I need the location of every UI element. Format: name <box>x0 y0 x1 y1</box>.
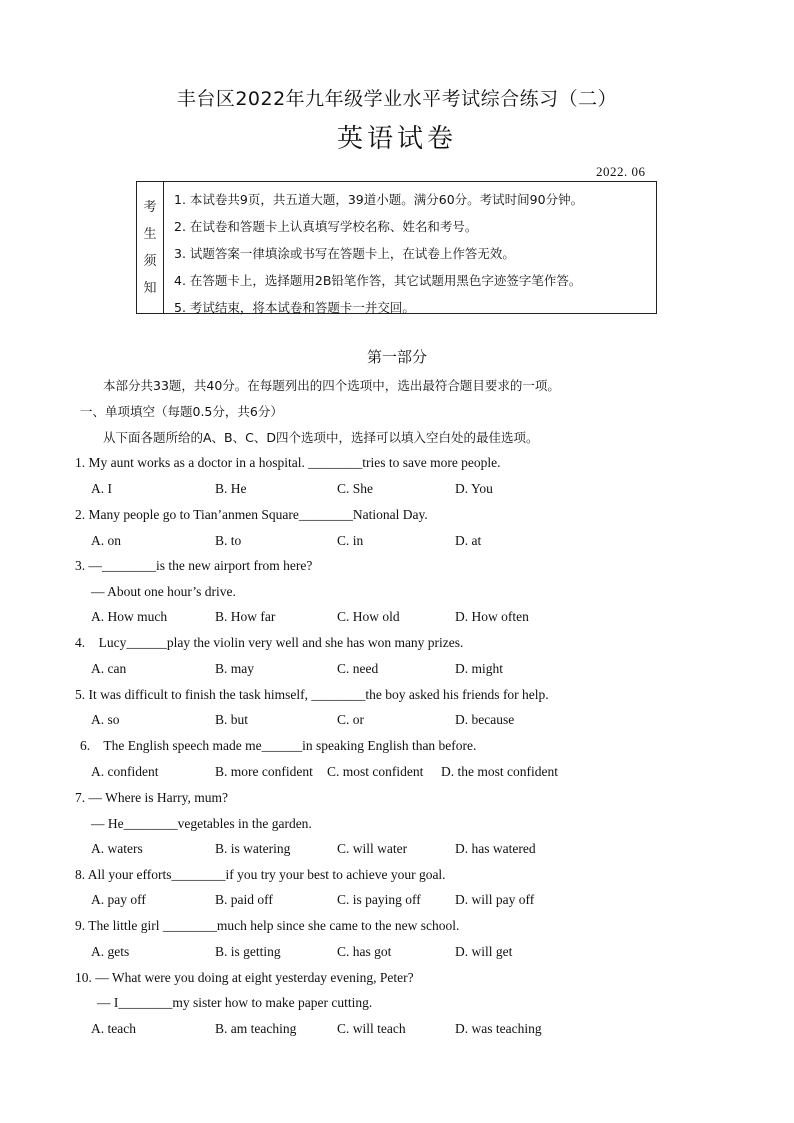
option-b: B. How far <box>215 609 276 624</box>
notice-label-char: 生 <box>143 226 157 242</box>
option-c: C. need <box>337 661 379 676</box>
option-c: C. in <box>337 533 364 548</box>
question-1-text: 1. My aunt works as a doctor in a hospital. ________tries to save more people. <box>75 455 501 470</box>
option-c: C. will teach <box>337 1021 406 1036</box>
option-c: C. She <box>337 481 374 496</box>
option-d: D. might <box>455 661 504 676</box>
notice-label-char: 须 <box>143 253 157 269</box>
notice-label <box>137 182 164 313</box>
option-a: A. gets <box>91 944 130 959</box>
option-d: D. How often <box>455 609 529 624</box>
option-c: C. will water <box>337 841 408 856</box>
exam-subtitle: 英语试卷 <box>336 124 457 154</box>
question-7-text-2: — He________vegetables in the garden. <box>91 816 312 831</box>
notice-label-char: 知 <box>143 280 157 296</box>
option-a: A. so <box>91 712 120 727</box>
option-b: B. more confident <box>215 764 313 779</box>
notice-item: 2. 在试卷和答题卡上认真填写学校名称、姓名和考号。 <box>174 219 478 234</box>
question-9-text: 9. The little girl ________much help since she came to the new school. <box>75 918 460 933</box>
exam-title: 丰台区2022年九年级学业水平考试综合练习（二） <box>176 88 618 110</box>
notice-label-char: 考 <box>143 199 157 215</box>
option-a: A. can <box>91 661 127 676</box>
option-b: B. but <box>215 712 249 727</box>
option-a: A. I <box>91 481 112 496</box>
question-7-text: 7. — Where is Harry, mum? <box>75 790 228 805</box>
question-10-text: 10. — What were you doing at eight yesterday evening, Peter? <box>75 970 414 985</box>
section-instruction: 从下面各题所给的A、B、C、D四个选项中，选择可以填入空白处的最佳选项。 <box>103 430 539 445</box>
option-a: A. confident <box>91 764 159 779</box>
option-d: D. has watered <box>455 841 536 856</box>
option-b: B. am teaching <box>215 1021 297 1036</box>
option-c: C. is paying off <box>337 892 421 907</box>
question-5-text: 5. It was difficult to finish the task himself, ________the boy asked his friends for help. <box>75 687 549 702</box>
option-a: A. How much <box>91 609 168 624</box>
notice-item: 1. 本试卷共9页，共五道大题，39道小题。满分60分。考试时间90分钟。 <box>174 192 584 207</box>
option-d: D. was teaching <box>455 1021 542 1036</box>
notice-item: 5. 考试结束，将本试卷和答题卡一并交回。 <box>174 300 415 315</box>
option-b: B. paid off <box>215 892 273 907</box>
question-2-text: 2. Many people go to Tian’anmen Square________National Day. <box>75 507 428 522</box>
question-10-text-2: — I________my sister how to make paper cutting. <box>97 995 373 1010</box>
option-b: B. He <box>215 481 247 496</box>
notice-box <box>136 181 657 314</box>
notice-item: 3. 试题答案一律填涂或书写在答题卡上，在试卷上作答无效。 <box>174 246 515 261</box>
option-a: A. pay off <box>91 892 146 907</box>
option-c: C. most confident <box>327 764 424 779</box>
option-d: D. because <box>455 712 515 727</box>
section-title: 一、单项填空（每题0.5分，共6分） <box>80 404 283 419</box>
option-c: C. has got <box>337 944 392 959</box>
question-3-text-2: — About one hour’s drive. <box>91 584 236 599</box>
question-6-text: 6. The English speech made me______in speaking English than before. <box>80 738 477 753</box>
option-b: B. to <box>215 533 242 548</box>
option-c: C. How old <box>337 609 400 624</box>
option-d: D. will pay off <box>455 892 535 907</box>
notice-item: 4. 在答题卡上，选择题用2B铅笔作答，其它试题用黑色字迹签字笔作答。 <box>174 273 582 288</box>
option-a: A. waters <box>91 841 143 856</box>
question-8-text: 8. All your efforts________if you try your best to achieve your goal. <box>75 867 446 882</box>
exam-date: 2022. 06 <box>596 164 646 179</box>
option-b: B. is watering <box>215 841 291 856</box>
option-d: D. the most confident <box>441 764 558 779</box>
option-b: B. may <box>215 661 254 676</box>
part-title: 第一部分 <box>366 348 427 366</box>
option-c: C. or <box>337 712 364 727</box>
option-b: B. is getting <box>215 944 281 959</box>
question-3-text: 3. —________is the new airport from here? <box>75 558 313 573</box>
question-4-text: 4. Lucy______play the violin very well and she has won many prizes. <box>75 635 464 650</box>
option-d: D. You <box>455 481 493 496</box>
option-d: D. at <box>455 533 482 548</box>
option-a: A. teach <box>91 1021 136 1036</box>
option-a: A. on <box>91 533 121 548</box>
option-d: D. will get <box>455 944 513 959</box>
notice-items <box>164 182 656 313</box>
part-intro: 本部分共33题，共40分。在每题列出的四个选项中，选出最符合题目要求的一项。 <box>103 378 560 393</box>
